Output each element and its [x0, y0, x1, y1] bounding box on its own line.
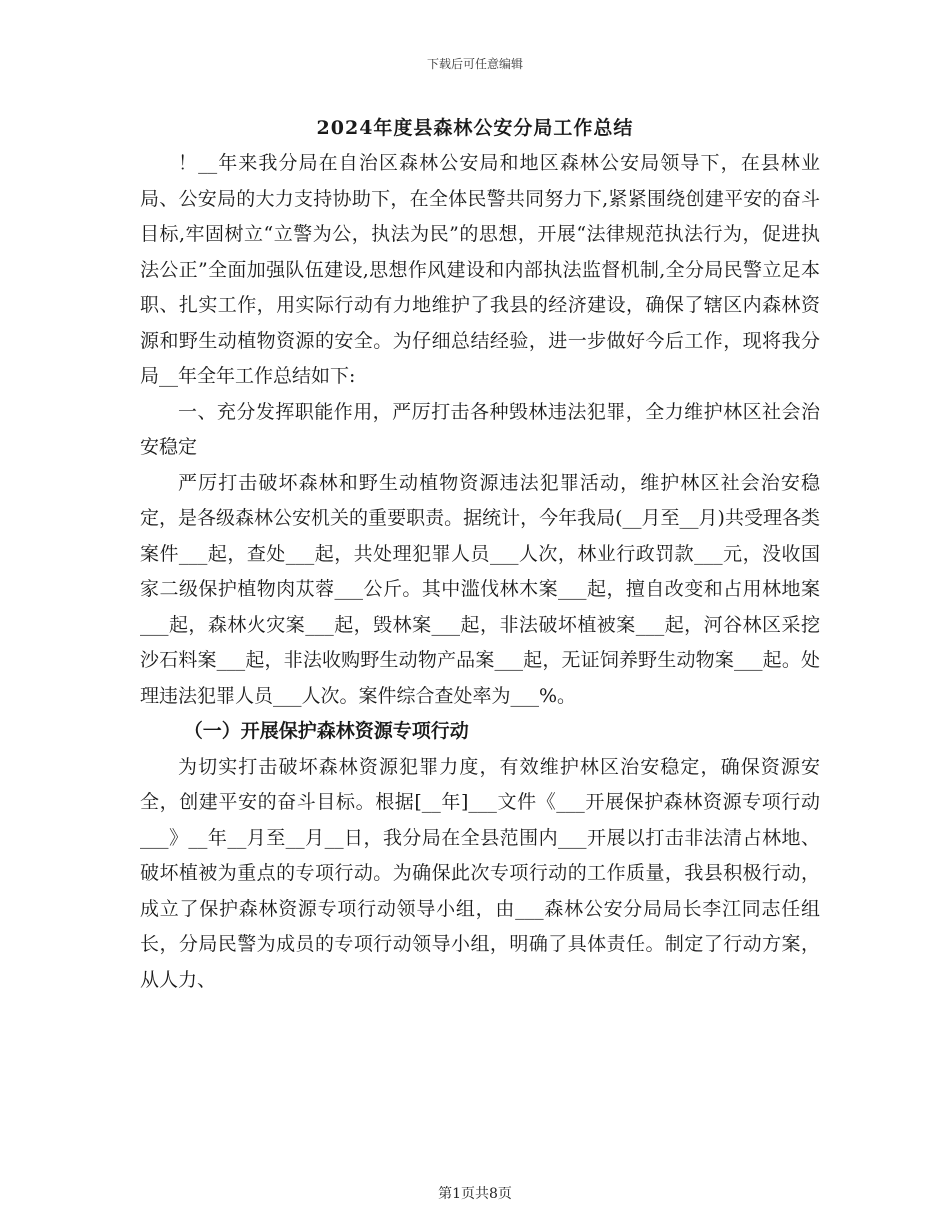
document-body — [140, 146, 820, 998]
paragraph-intro: ！__年来我分局在自治区森林公安局和地区森林公安局领导下，在县林业局、公安局的大力支持协助下，在全体民警共同努力下,紧紧围绕创建平安的奋斗目标,牢固树立“立警为公，执法为民”的思想，开展“法律规范执法行为，促进执法公正”全面加强队伍建设,思想作风建设和内部执法监督机制,全分局民警立足本职、扎实工作，用实际行动有力地维护了我县的经济建设，确保了辖区内森林资源和野生动植物资源的安全。为仔细总结经验，进一步做好今后工作，现将我分局__年全年工作总结如下: — [140, 152, 820, 387]
paragraph-special-action: 为切实打击破坏森林资源犯罪力度，有效维护林区治安稳定，确保资源安全，创建平安的奋斗目标。根据[__年]___文件《___开展保护森林资源专项行动___》__年__月至__月__日，我分局在全县范围内___开展以打击非法清占林地、破坏植被为重点的专项行动。为确保此次专项行动的工作质量，我县积极行动，成立了保护森林资源专项行动领导小组，由___森林公安分局局长李江同志任组长，分局民警为成员的专项行动领导小组，明确了具体责任。制定了行动方案，从人力、 — [140, 755, 820, 991]
header-note: 下载后可任意编辑 — [426, 57, 523, 71]
subsection-heading-1: （一）开展保护森林资源专项行动 — [183, 720, 469, 742]
paragraph-statistics: 严厉打击破坏森林和野生动植物资源违法犯罪活动，维护林区社会治安稳定，是各级森林公安机关的重要职责。据统计，今年我局(__月至__月)共受理各类案件___起，查处___起，共处理犯罪人员___人次，林业行政罚款___元，没收国家二级保护植物肉苁蓉___公斤。其中滥伐林木案___起，擅自改变和占用林地案___起，森林火灾案___起，毁林案___起，非法破坏植被案___起，河谷林区采挖沙石料案___起，非法收购野生动物产品案___起，无证饲养野生动物案___起。处理违法犯罪人员___人次。案件综合查处率为___%。 — [140, 471, 820, 707]
section-heading-1: 一、充分发挥职能作用，严厉打击各种毁林违法犯罪，全力维护林区社会治安稳定 — [140, 400, 820, 458]
document-title: 2024年度县森林公安分局工作总结 — [316, 117, 634, 139]
page-indicator: 第1页共8页 — [438, 1186, 512, 1202]
